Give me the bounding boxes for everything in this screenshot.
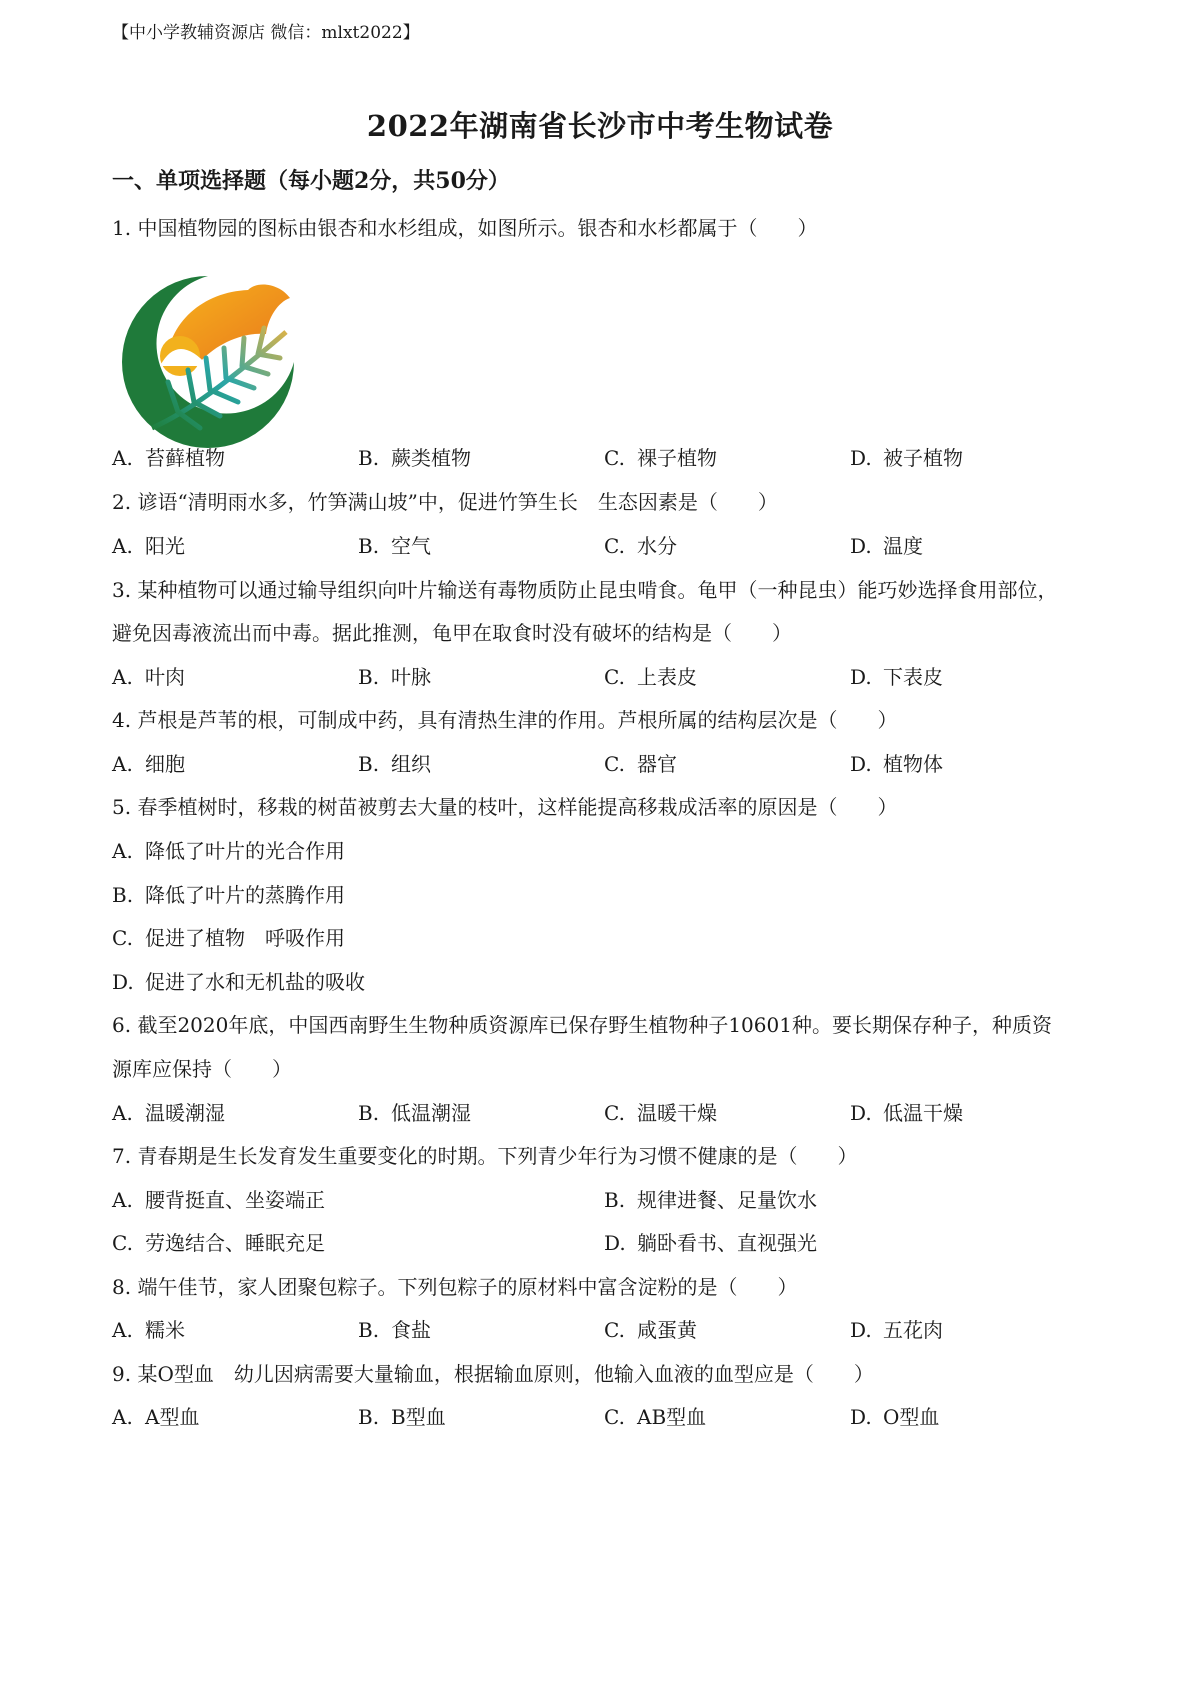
option-letter: A. [112, 752, 133, 776]
option-letter: B. [604, 1188, 626, 1212]
option-text: 规律进餐、足量饮水 [637, 1188, 817, 1212]
option-letter: D. [850, 534, 872, 558]
option-text: 腰背挺直、坐姿端正 [145, 1188, 325, 1212]
section-heading: 一、单项选择题（每小题2分，共50分） [112, 168, 510, 194]
option-letter: C. [112, 1231, 133, 1255]
option-letter: A. [112, 665, 133, 689]
option-text: 下表皮 [883, 665, 943, 689]
q2-option-d [850, 536, 923, 556]
q1-option-b [358, 448, 471, 468]
option-letter: B. [112, 883, 134, 907]
option-text: O型血 [883, 1405, 940, 1429]
option-text: 蕨类植物 [391, 446, 471, 470]
q6-option-c [604, 1103, 717, 1123]
q7-option-c [112, 1233, 325, 1253]
option-text: 器官 [637, 752, 677, 776]
option-letter: D. [604, 1231, 626, 1255]
option-letter: A. [112, 1318, 133, 1342]
q7-option-b [604, 1190, 817, 1210]
option-letter: D. [112, 970, 134, 994]
question-3-stem-line-1: 3. 某种植物可以通过输导组织向叶片输送有毒物质防止昆虫啃食。龟甲（一种昆虫）能巧妙选择食用部位， [112, 578, 1058, 602]
option-letter: B. [358, 446, 380, 470]
option-text: 五花肉 [883, 1318, 943, 1342]
option-letter: A. [112, 1188, 133, 1212]
option-text: 温度 [883, 534, 923, 558]
question-5-stem: 5. 春季植树时，移栽的树苗被剪去大量的枝叶，这样能提高移栽成活率的原因是（ ） [112, 795, 898, 819]
option-letter: D. [850, 665, 872, 689]
option-text: 阳光 [145, 534, 185, 558]
option-text: 植物体 [883, 752, 943, 776]
q8-option-a [112, 1320, 185, 1340]
option-text: 咸蛋黄 [637, 1318, 697, 1342]
option-text: 温暖潮湿 [145, 1101, 225, 1125]
option-text: 低温干燥 [883, 1101, 963, 1125]
question-8-stem: 8. 端午佳节，家人团聚包粽子。下列包粽子的原材料中富含淀粉的是（ ） [112, 1275, 798, 1299]
question-1-stem: 1. 中国植物园的图标由银杏和水杉组成，如图所示。银杏和水杉都属于（ ） [112, 216, 818, 240]
option-letter: B. [358, 1101, 380, 1125]
option-text: 劳逸结合、睡眠充足 [145, 1231, 325, 1255]
q2-option-b [358, 536, 431, 556]
option-letter: C. [604, 1101, 625, 1125]
q6-option-a [112, 1103, 225, 1123]
q7-option-a [112, 1190, 325, 1210]
option-text: 被子植物 [883, 446, 963, 470]
option-text: 糯米 [145, 1318, 185, 1342]
q9-option-a [112, 1407, 199, 1427]
option-text: 水分 [637, 534, 677, 558]
option-text: 上表皮 [637, 665, 697, 689]
option-letter: B. [358, 665, 380, 689]
option-text: 促进了植物 呼吸作用 [145, 926, 345, 950]
q2-option-a [112, 536, 185, 556]
option-letter: B. [358, 1318, 380, 1342]
option-text: 苔藓植物 [145, 446, 225, 470]
option-letter: C. [604, 1405, 625, 1429]
q5-option-b [112, 885, 345, 905]
q9-option-b [358, 1407, 446, 1427]
q9-option-c [604, 1407, 706, 1427]
q1-option-d [850, 448, 963, 468]
question-4-stem: 4. 芦根是芦苇的根，可制成中药，具有清热生津的作用。芦根所属的结构层次是（ ） [112, 708, 898, 732]
option-text: A型血 [145, 1405, 200, 1429]
question-7-stem: 7. 青春期是生长发育发生重要变化的时期。下列青少年行为习惯不健康的是（ ） [112, 1144, 858, 1168]
option-text: 空气 [391, 534, 431, 558]
q4-option-a [112, 754, 185, 774]
option-letter: C. [604, 1318, 625, 1342]
q8-option-c [604, 1320, 697, 1340]
option-letter: D. [850, 1405, 872, 1429]
question-6-stem-line-1: 6. 截至2020年底，中国西南野生生物种质资源库已保存野生植物种子10601种。要长期保存种子，种质资 [112, 1013, 1052, 1037]
option-text: 低温潮湿 [391, 1101, 471, 1125]
exam-title: 2022年湖南省长沙市中考生物试卷 [366, 109, 834, 143]
botanical-garden-logo-image [108, 262, 308, 462]
option-text: 降低了叶片的蒸腾作用 [145, 883, 345, 907]
q8-option-b [358, 1320, 431, 1340]
watermark-text: 【中小学教辅资源店 微信：mlxt2022】 [112, 23, 420, 43]
option-text: 温暖干燥 [637, 1101, 717, 1125]
option-letter: C. [604, 446, 625, 470]
option-letter: A. [112, 1101, 133, 1125]
option-letter: D. [850, 752, 872, 776]
option-text: 叶脉 [391, 665, 431, 689]
option-text: 促进了水和无机盐的吸收 [145, 970, 365, 994]
option-text: 叶肉 [145, 665, 185, 689]
option-letter: C. [604, 534, 625, 558]
q8-option-d [850, 1320, 943, 1340]
option-letter: B. [358, 752, 380, 776]
q3-option-c [604, 667, 697, 687]
q1-option-a [112, 448, 225, 468]
q1-option-c [604, 448, 717, 468]
option-letter: D. [850, 1101, 872, 1125]
q3-option-b [358, 667, 431, 687]
q6-option-d [850, 1103, 963, 1123]
option-letter: D. [850, 1318, 872, 1342]
question-2-stem: 2. 谚语“清明雨水多，竹笋满山坡”中，促进竹笋生长 生态因素是（ ） [112, 490, 778, 514]
option-letter: B. [358, 1405, 380, 1429]
question-6-stem-line-2: 源库应保持（ ） [112, 1057, 292, 1081]
option-letter: C. [604, 752, 625, 776]
q5-option-a [112, 841, 345, 861]
option-letter: B. [358, 534, 380, 558]
q4-option-c [604, 754, 677, 774]
q5-option-c [112, 928, 345, 948]
option-letter: C. [112, 926, 133, 950]
option-text: 组织 [391, 752, 431, 776]
q7-option-d [604, 1233, 817, 1253]
question-9-stem: 9. 某O型血 幼儿因病需要大量输血，根据输血原则，他输入血液的血型应是（ ） [112, 1362, 874, 1386]
q5-option-d [112, 972, 365, 992]
option-text: AB型血 [637, 1405, 707, 1429]
q3-option-d [850, 667, 943, 687]
q4-option-d [850, 754, 943, 774]
option-letter: A. [112, 1405, 133, 1429]
q6-option-b [358, 1103, 471, 1123]
q2-option-c [604, 536, 677, 556]
option-letter: A. [112, 446, 133, 470]
option-text: 躺卧看书、直视强光 [637, 1231, 817, 1255]
q4-option-b [358, 754, 431, 774]
option-letter: A. [112, 839, 133, 863]
option-text: 细胞 [145, 752, 185, 776]
question-3-stem-line-2: 避免因毒液流出而中毒。据此推测，龟甲在取食时没有破坏的结构是（ ） [112, 621, 792, 645]
option-text: 降低了叶片的光合作用 [145, 839, 345, 863]
option-text: 裸子植物 [637, 446, 717, 470]
q3-option-a [112, 667, 185, 687]
option-letter: A. [112, 534, 133, 558]
option-text: B型血 [391, 1405, 446, 1429]
option-letter: D. [850, 446, 872, 470]
option-text: 食盐 [391, 1318, 431, 1342]
option-letter: C. [604, 665, 625, 689]
q9-option-d [850, 1407, 939, 1427]
